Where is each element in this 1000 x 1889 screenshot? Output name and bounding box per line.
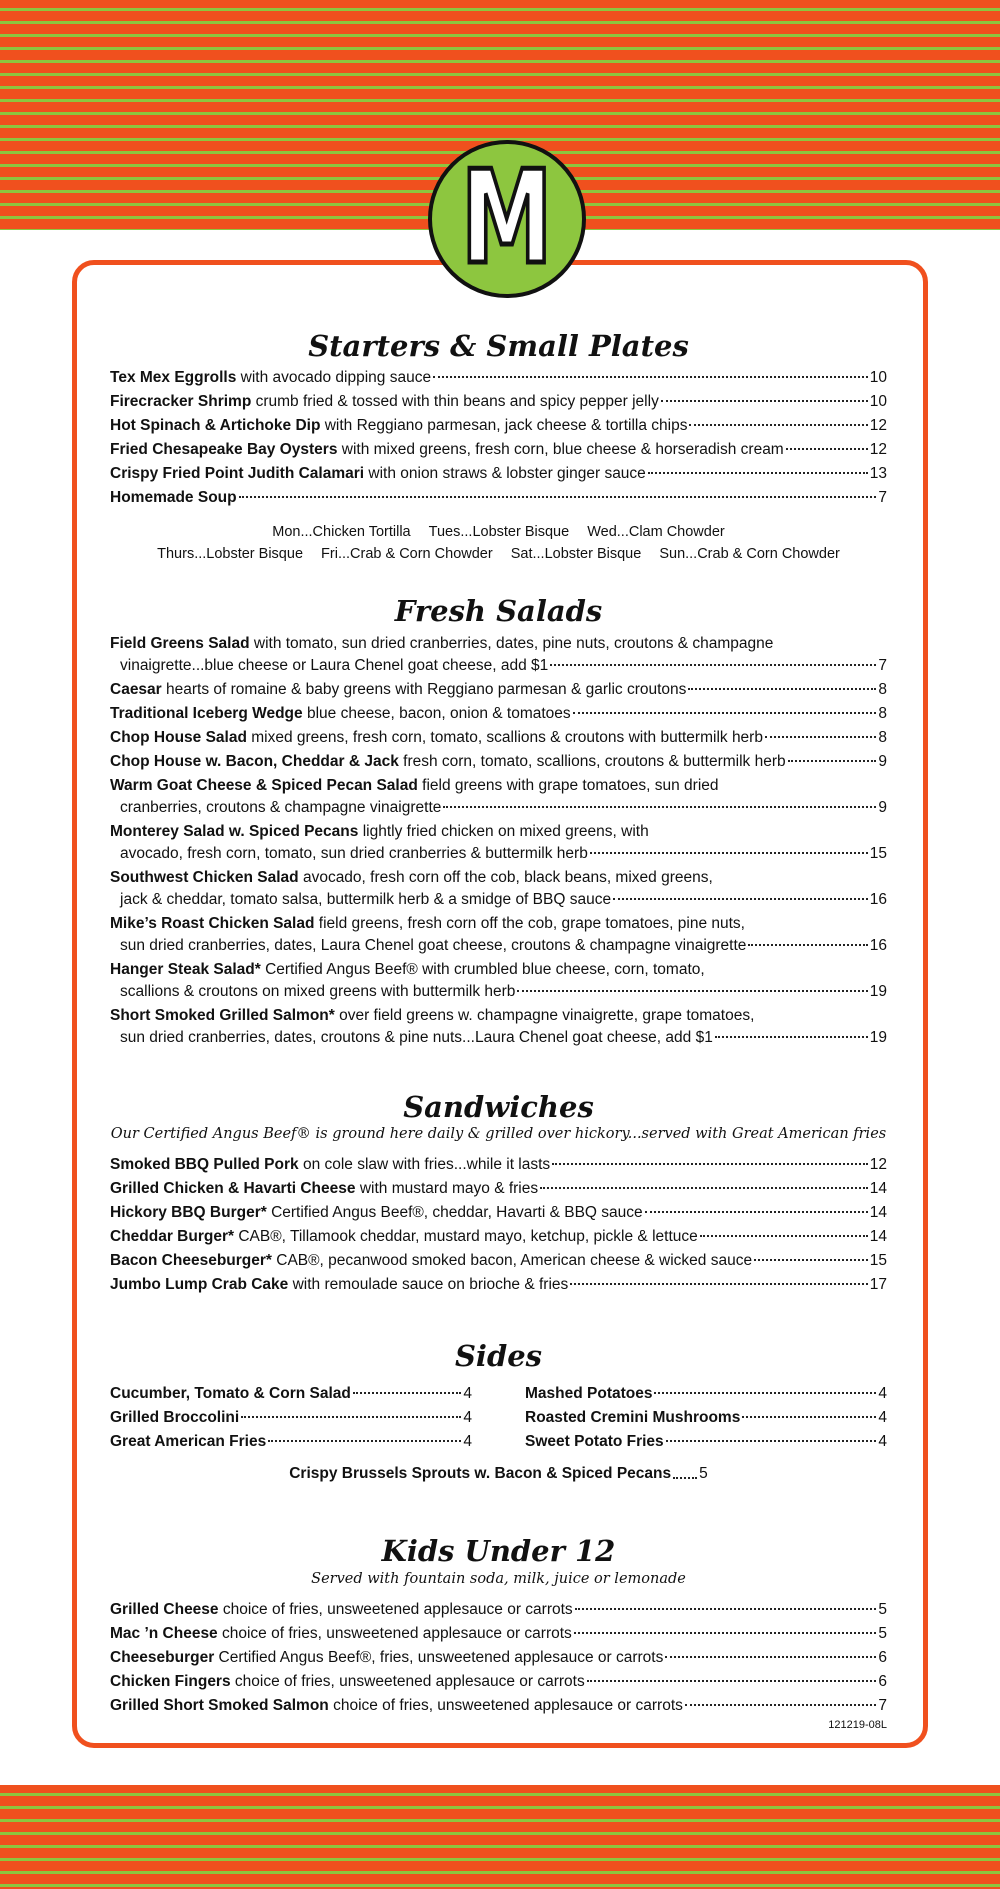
item-price: 4 <box>878 1385 887 1403</box>
menu-item <box>110 1226 887 1248</box>
dot-leader <box>239 496 877 498</box>
dot-leader <box>443 806 876 808</box>
item-desc: CAB®, Tillamook cheddar, mustard mayo, ketchup, pickle & lettuce <box>234 1228 698 1246</box>
dot-leader <box>552 1163 868 1165</box>
dot-leader <box>613 898 868 900</box>
item-desc: with mixed greens, fresh corn, blue cheese & horseradish cream <box>337 441 784 459</box>
item-price: 12 <box>869 417 887 435</box>
item-desc: hearts of romaine & baby greens with Reggiano parmesan & garlic croutons <box>161 680 687 698</box>
soup-day: Fri...Crab & Corn Chowder <box>321 546 493 563</box>
dot-leader <box>550 664 876 666</box>
item-price: 8 <box>878 704 887 722</box>
menu-item <box>110 821 887 865</box>
dot-leader <box>268 1440 461 1442</box>
item-name: Mac ’n Cheese <box>110 1624 218 1642</box>
item-name: Jumbo Lump Crab Cake <box>110 1276 289 1294</box>
item-name: Hanger Steak Salad* <box>110 960 261 978</box>
menu-item <box>110 679 887 701</box>
item-name: Smoked BBQ Pulled Pork <box>110 1156 299 1174</box>
dot-leader <box>689 424 867 426</box>
side-item-featured <box>110 1465 887 1483</box>
item-name: Grilled Chicken & Havarti Cheese <box>110 1180 356 1198</box>
menu-item <box>110 959 887 1003</box>
item-name: Hot Spinach & Artichoke Dip <box>110 417 321 435</box>
item-desc: choice of fries, unsweetened applesauce or carrots <box>230 1672 585 1690</box>
item-price: 4 <box>878 1409 887 1427</box>
soup-day: Thurs...Lobster Bisque <box>157 546 304 563</box>
item-price: 16 <box>869 890 887 908</box>
item-name: Great American Fries <box>110 1433 267 1451</box>
menu-item <box>110 1005 887 1049</box>
item-desc: with onion straws & lobster ginger sauce <box>364 465 646 483</box>
item-price: 5 <box>878 1600 887 1618</box>
menu-item <box>110 367 887 389</box>
soup-line <box>110 543 887 565</box>
dot-leader <box>666 1440 877 1442</box>
item-desc-cont: cranberries, croutons & champagne vinaigrette <box>120 798 442 816</box>
side-item <box>525 1383 887 1405</box>
item-price: 15 <box>869 844 887 862</box>
item-desc: field greens with grape tomatoes, sun dried <box>417 776 719 794</box>
menu-item <box>110 1202 887 1224</box>
dot-leader <box>648 472 868 474</box>
item-price: 9 <box>878 798 887 816</box>
soup-schedule <box>110 521 887 565</box>
item-desc: over field greens w. champagne vinaigrette, grape tomatoes, <box>334 1006 755 1024</box>
item-name: Cheddar Burger* <box>110 1228 235 1246</box>
sides-left-column <box>110 1383 472 1455</box>
item-desc: choice of fries, unsweetened applesauce or carrots <box>328 1696 683 1714</box>
item-desc: crumb fried & tossed with thin beans and spicy pepper jelly <box>251 393 659 411</box>
dot-leader <box>587 1680 877 1682</box>
soup-day: Mon...Chicken Tortilla <box>272 524 411 541</box>
side-item <box>110 1383 472 1405</box>
salads-section <box>110 595 887 1048</box>
soup-day: Sat...Lobster Bisque <box>510 546 642 563</box>
item-price: 6 <box>878 1648 887 1666</box>
dot-leader <box>685 1704 876 1706</box>
menu-item <box>110 727 887 749</box>
item-desc-cont: jack & cheddar, tomato salsa, buttermilk herb & a smidge of BBQ sauce <box>120 890 612 908</box>
item-name: Mashed Potatoes <box>525 1385 653 1403</box>
kids-section <box>110 1535 887 1730</box>
dot-leader <box>742 1416 876 1418</box>
item-price: 10 <box>869 393 887 411</box>
item-name: Crispy Brussels Sprouts w. Bacon & Spiced Pecans <box>289 1465 672 1483</box>
item-price: 19 <box>869 982 887 1000</box>
menu-item <box>110 1250 887 1272</box>
item-desc-cont: avocado, fresh corn, tomato, sun dried cranberries & buttermilk herb <box>120 844 588 862</box>
item-name: Bacon Cheeseburger* <box>110 1252 272 1270</box>
item-name: Grilled Short Smoked Salmon <box>110 1696 329 1714</box>
dot-leader <box>573 712 877 714</box>
menu-item <box>110 487 887 509</box>
item-name: Chicken Fingers <box>110 1672 231 1690</box>
item-price: 5 <box>878 1624 887 1642</box>
item-price: 6 <box>878 1672 887 1690</box>
starters-list <box>110 367 887 509</box>
menu-item <box>110 633 887 677</box>
item-name: Cucumber, Tomato & Corn Salad <box>110 1385 351 1403</box>
menu-item <box>110 1274 887 1296</box>
item-desc: lightly fried chicken on mixed greens, with <box>358 822 649 840</box>
item-price: 10 <box>869 369 887 387</box>
soup-day: Sun...Crab & Corn Chowder <box>659 546 840 563</box>
bottom-stripe-band <box>0 1785 1000 1889</box>
item-desc: with Reggiano parmesan, jack cheese & tortilla chips <box>320 417 688 435</box>
dot-leader <box>654 1392 876 1394</box>
menu-item <box>110 415 887 437</box>
item-price: 4 <box>463 1385 472 1403</box>
sandwiches-list <box>110 1154 887 1296</box>
item-desc: with avocado dipping sauce <box>236 369 432 387</box>
item-name: Short Smoked Grilled Salmon* <box>110 1006 335 1024</box>
item-price: 12 <box>869 1156 887 1174</box>
item-price: 14 <box>869 1228 887 1246</box>
sandwiches-subheading: Our Certified Angus Beef® is ground here daily & grilled over hickory...served with Great American fries <box>110 1126 887 1143</box>
dot-leader <box>517 990 867 992</box>
menu-item <box>110 1623 887 1645</box>
item-name: Cheeseburger <box>110 1648 215 1666</box>
item-desc: Certified Angus Beef® with crumbled blue cheese, corn, tomato, <box>260 960 705 978</box>
starters-section <box>110 330 887 565</box>
item-name: Fried Chesapeake Bay Oysters <box>110 441 338 459</box>
starters-heading: Starters & Small Plates <box>308 329 689 363</box>
item-name: Homemade Soup <box>110 489 237 507</box>
menu-item <box>110 463 887 485</box>
item-name: Grilled Cheese <box>110 1600 219 1618</box>
item-name: Crispy Fried Point Judith Calamari <box>110 465 365 483</box>
kids-list <box>110 1599 887 1717</box>
dot-leader <box>570 1283 867 1285</box>
item-price: 15 <box>869 1252 887 1270</box>
item-desc: mixed greens, fresh corn, tomato, scallions & croutons with buttermilk herb <box>246 728 763 746</box>
item-name: Warm Goat Cheese & Spiced Pecan Salad <box>110 776 418 794</box>
menu-item <box>110 867 887 911</box>
item-price: 7 <box>878 1696 887 1714</box>
dot-leader <box>645 1211 868 1213</box>
item-desc: Certified Angus Beef®, fries, unsweetened applesauce or carrots <box>214 1648 664 1666</box>
item-price: 19 <box>869 1028 887 1046</box>
item-name: Chop House w. Bacon, Cheddar & Jack <box>110 752 399 770</box>
item-desc: with tomato, sun dried cranberries, dates, pine nuts, croutons & champagne <box>249 634 774 652</box>
side-item <box>110 1431 472 1453</box>
item-name: Tex Mex Eggrolls <box>110 369 237 387</box>
item-price: 5 <box>699 1465 708 1483</box>
item-desc: choice of fries, unsweetened applesauce or carrots <box>217 1624 572 1642</box>
item-price: 8 <box>878 728 887 746</box>
dot-leader <box>433 376 868 378</box>
item-name: Chop House Salad <box>110 728 247 746</box>
item-name: Mike’s Roast Chicken Salad <box>110 914 315 932</box>
soup-line <box>110 521 887 543</box>
item-name: Hickory BBQ Burger* <box>110 1204 267 1222</box>
item-price: 8 <box>878 680 887 698</box>
item-price: 4 <box>878 1433 887 1451</box>
menu-item <box>110 439 887 461</box>
logo-letter: M <box>461 144 553 293</box>
dot-leader <box>688 688 876 690</box>
item-price: 7 <box>878 656 887 674</box>
menu-item <box>110 1671 887 1693</box>
item-desc-cont: vinaigrette...blue cheese or Laura Chenel goat cheese, add $1 <box>120 656 549 674</box>
side-item <box>525 1431 887 1453</box>
dot-leader <box>754 1259 868 1261</box>
item-desc: on cole slaw with fries...while it lasts <box>298 1156 551 1174</box>
sides-heading: Sides <box>454 1339 542 1374</box>
dot-leader <box>540 1187 868 1189</box>
item-price: 16 <box>869 936 887 954</box>
dot-leader <box>786 448 868 450</box>
sides-grid <box>110 1383 887 1455</box>
dot-leader <box>765 736 876 738</box>
dot-leader <box>700 1235 868 1237</box>
kids-subheading: Served with fountain soda, milk, juice or lemonade <box>311 1570 686 1587</box>
dot-leader <box>353 1392 462 1394</box>
item-name: Grilled Broccolini <box>110 1409 240 1427</box>
dot-leader <box>673 1461 697 1479</box>
item-price: 12 <box>869 441 887 459</box>
item-name: Firecracker Shrimp <box>110 393 252 411</box>
dot-leader <box>590 852 868 854</box>
item-desc-cont: scallions & croutons on mixed greens with buttermilk herb <box>120 982 516 1000</box>
dot-leader <box>574 1632 877 1634</box>
item-name: Southwest Chicken Salad <box>110 868 299 886</box>
item-name: Monterey Salad w. Spiced Pecans <box>110 822 359 840</box>
dot-leader <box>748 944 867 946</box>
item-name: Traditional Iceberg Wedge <box>110 704 303 722</box>
side-item <box>525 1407 887 1429</box>
sandwiches-heading: Sandwiches <box>403 1089 594 1124</box>
item-name: Sweet Potato Fries <box>525 1433 664 1451</box>
item-price: 14 <box>869 1180 887 1198</box>
item-desc: with mustard mayo & fries <box>355 1180 539 1198</box>
dot-leader <box>715 1036 868 1038</box>
menu-item <box>110 703 887 725</box>
item-name: Field Greens Salad <box>110 634 250 652</box>
item-desc: choice of fries, unsweetened applesauce or carrots <box>218 1600 573 1618</box>
item-desc: Certified Angus Beef®, cheddar, Havarti & BBQ sauce <box>266 1204 643 1222</box>
menu-item <box>110 775 887 819</box>
item-price: 14 <box>869 1204 887 1222</box>
salads-list <box>110 633 887 1049</box>
dot-leader <box>788 760 877 762</box>
item-desc: CAB®, pecanwood smoked bacon, American cheese & wicked sauce <box>271 1252 753 1270</box>
item-price: 4 <box>463 1433 472 1451</box>
item-price: 4 <box>463 1409 472 1427</box>
menu-item <box>110 913 887 957</box>
item-name: Roasted Cremini Mushrooms <box>525 1409 741 1427</box>
item-desc: with remoulade sauce on brioche & fries <box>288 1276 569 1294</box>
item-price: 7 <box>878 489 887 507</box>
item-name: Caesar <box>110 680 162 698</box>
soup-day: Tues...Lobster Bisque <box>428 524 570 541</box>
item-price: 13 <box>869 465 887 483</box>
kids-heading: Kids Under 12 <box>381 1534 616 1569</box>
item-desc: field greens, fresh corn off the cob, grape tomatoes, pine nuts, <box>314 914 745 932</box>
menu-item <box>110 1178 887 1200</box>
dot-leader <box>241 1416 461 1418</box>
item-desc-cont: sun dried cranberries, dates, Laura Chenel goat cheese, croutons & champagne vinaigrette <box>120 936 747 954</box>
menu-item <box>110 1154 887 1176</box>
item-desc-cont: sun dried cranberries, dates, croutons & pine nuts...Laura Chenel goat cheese, add $1 <box>120 1028 713 1046</box>
item-desc: avocado, fresh corn off the cob, black beans, mixed greens, <box>298 868 713 886</box>
dot-leader <box>665 1656 876 1658</box>
item-desc: blue cheese, bacon, onion & tomatoes <box>302 704 571 722</box>
dot-leader <box>661 400 868 402</box>
sides-section <box>110 1340 887 1483</box>
sides-right-column <box>525 1383 887 1455</box>
item-price: 9 <box>878 752 887 770</box>
salads-heading: Fresh Salads <box>394 594 603 629</box>
menu-item <box>110 391 887 413</box>
menu-code: 121219-08L <box>828 1718 887 1731</box>
menu-item <box>110 1695 887 1717</box>
item-desc: fresh corn, tomato, scallions, croutons & buttermilk herb <box>398 752 786 770</box>
menu-item <box>110 751 887 773</box>
logo-badge <box>428 140 586 298</box>
side-item <box>110 1407 472 1429</box>
menu-content <box>110 330 887 1731</box>
sandwiches-section <box>110 1091 887 1296</box>
menu-item <box>110 1647 887 1669</box>
item-price: 17 <box>869 1276 887 1294</box>
soup-day: Wed...Clam Chowder <box>587 524 725 541</box>
dot-leader <box>575 1608 877 1610</box>
menu-item <box>110 1599 887 1621</box>
